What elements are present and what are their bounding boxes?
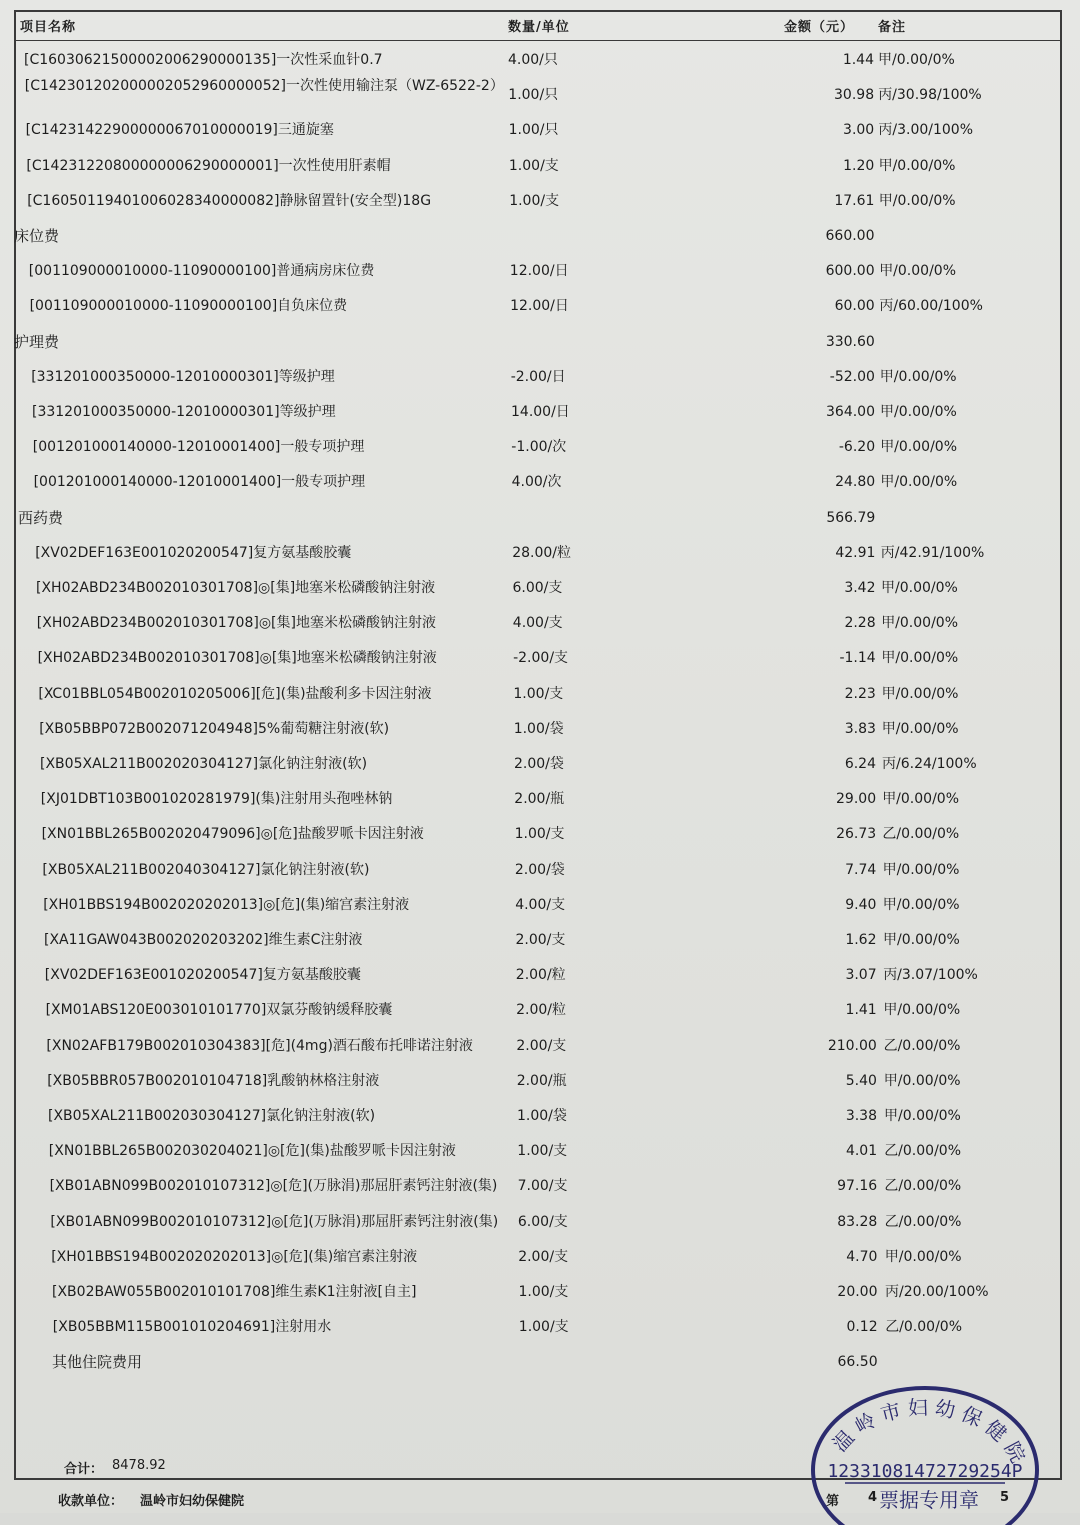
table-row	[0, 468, 1080, 498]
item-note: 丙/3.00/100%	[878, 122, 974, 139]
item-name: [XC01BBL054B002010205006][危](集)盐酸利多卡因注射液	[38, 685, 432, 702]
table-row	[0, 891, 1080, 921]
item-note: 乙/0.00/0%	[882, 826, 960, 843]
table-row	[0, 820, 1080, 850]
item-amount: 4.70	[846, 1248, 878, 1265]
item-quantity: -1.00/次	[511, 439, 567, 456]
table-row	[0, 46, 1080, 76]
item-name: [XN01BBL265B002030204021]◎[危](集)盐酸罗哌卡因注射液	[48, 1143, 456, 1160]
item-quantity: 7.00/支	[517, 1178, 568, 1195]
item-note: 乙/0.00/0%	[884, 1213, 962, 1230]
item-quantity: 6.00/支	[517, 1213, 568, 1230]
item-amount: 24.80	[835, 474, 876, 491]
item-name: [XM01ABS120E003010101770]双氯芬酸钠缓释胶囊	[45, 1002, 393, 1019]
total-label: 合计：	[64, 1462, 104, 1477]
item-note: 乙/0.00/0%	[885, 1319, 963, 1336]
item-note: 甲/0.00/0%	[881, 720, 959, 737]
item-note: 甲/0.00/0%	[881, 650, 959, 667]
table-row	[0, 187, 1080, 217]
item-name: [XA11GAW043B002020203202]维生素C注射液	[44, 932, 363, 948]
item-name: [XN02AFB179B002010304383][危](4mg)酒石酸布托啡诺注射液	[46, 1037, 473, 1054]
table-row	[0, 152, 1080, 182]
item-name: [XB02BAW055B002010101708]维生素K1注射液[自主]	[52, 1284, 417, 1300]
item-name: [XB05BBP072B002071204948]5%葡萄糖注射液(软)	[39, 720, 390, 737]
item-quantity: 2.00/支	[518, 1248, 569, 1265]
item-quantity: 1.00/只	[508, 122, 559, 139]
item-amount: 1.62	[845, 932, 877, 948]
table-row	[0, 363, 1080, 393]
item-note: 甲/0.00/0%	[880, 439, 958, 456]
item-amount: 600.00	[825, 263, 875, 280]
item-quantity: 2.00/瓶	[514, 791, 565, 808]
item-note: 甲/0.00/0%	[881, 580, 958, 596]
item-note: 甲/0.00/0%	[879, 368, 957, 385]
item-quantity: 4.00/只	[508, 52, 558, 68]
table-row	[0, 785, 1080, 815]
item-quantity: 1.00/支	[518, 1284, 569, 1300]
item-quantity: 1.00/只	[508, 87, 559, 104]
table-row	[0, 1172, 1080, 1202]
item-amount: 97.16	[837, 1178, 878, 1195]
item-name: [XB05XAL211B002020304127]氯化钠注射液(软)	[40, 756, 368, 772]
item-quantity: 1.00/袋	[517, 1108, 567, 1124]
svg-text:温岭市妇幼保健院: 温岭市妇幼保健院	[827, 1395, 1034, 1472]
item-quantity: 1.00/支	[508, 157, 559, 174]
item-amount: -52.00	[829, 368, 875, 385]
item-note: 甲/0.00/0%	[881, 615, 959, 632]
item-amount: 9.40	[845, 896, 877, 913]
item-quantity: 12.00/日	[509, 263, 569, 280]
item-note: 甲/0.00/0%	[881, 685, 959, 702]
item-name: [XH02ABD234B002010301708]◎[集]地塞米松磷酸钠注射液	[36, 580, 436, 596]
item-note: 甲/0.00/0%	[878, 52, 955, 68]
item-name: [XB05XAL211B002030304127]氯化钠注射液(软)	[48, 1108, 376, 1124]
item-quantity: 1.00/支	[517, 1143, 568, 1160]
table-row	[0, 539, 1080, 569]
item-note: 甲/0.00/0%	[880, 474, 958, 491]
item-name: [XH01BBS194B002020202013]◎[危](集)缩宫素注射液	[43, 896, 410, 913]
item-quantity: 1.00/支	[513, 685, 564, 702]
item-name: [XH01BBS194B002020202013]◎[危](集)缩宫素注射液	[51, 1248, 418, 1265]
category-subtotal: 330.60	[825, 333, 875, 350]
item-amount: 2.28	[844, 615, 876, 632]
item-amount: 30.98	[834, 87, 875, 104]
item-note: 乙/0.00/0%	[883, 1037, 961, 1054]
item-name: [C14231220800000006290000001]一次性使用肝素帽	[26, 157, 391, 174]
item-note: 丙/30.98/100%	[878, 87, 982, 104]
item-amount: 3.83	[844, 720, 876, 737]
item-note: 甲/0.00/0%	[883, 1072, 961, 1089]
item-note: 乙/0.00/0%	[884, 1178, 962, 1195]
item-note: 甲/0.00/0%	[880, 404, 957, 420]
category-subtotal: 66.50	[837, 1354, 878, 1371]
item-name: [331201000350000-12010000301]等级护理	[31, 368, 335, 385]
item-note: 甲/0.00/0%	[883, 932, 960, 948]
header-note: 备注	[878, 20, 907, 35]
item-name: [001109000010000-11090000100]普通病房床位费	[28, 263, 375, 280]
item-amount: 364.00	[826, 404, 875, 420]
item-note: 丙/20.00/100%	[885, 1284, 989, 1300]
category-row	[0, 504, 1080, 534]
item-quantity: 1.00/支	[509, 192, 560, 209]
item-name: [XH02ABD234B002010301708]◎[集]地塞米松磷酸钠注射液	[36, 615, 436, 632]
header-quantity-unit: 数量/单位	[508, 20, 570, 35]
item-amount: 1.20	[843, 157, 875, 174]
item-quantity: 2.00/粒	[515, 967, 566, 984]
item-note: 乙/0.00/0%	[884, 1143, 962, 1160]
table-row	[0, 1102, 1080, 1132]
item-name: [XV02DEF163E001020200547]复方氨基酸胶囊	[44, 967, 361, 984]
category-row	[0, 1348, 1080, 1378]
header-amount: 金额（元）	[784, 20, 855, 35]
item-note: 丙/42.91/100%	[880, 544, 985, 561]
item-amount: 3.07	[845, 967, 877, 984]
item-amount: -1.14	[839, 650, 876, 667]
item-name: [XN01BBL265B002020479096]◎[危]盐酸罗哌卡因注射液	[41, 826, 424, 843]
item-name: [XB05BBM115B001010204691]注射用水	[52, 1319, 332, 1336]
item-note: 甲/0.00/0%	[879, 263, 957, 280]
item-amount: 7.74	[845, 861, 877, 878]
table-row	[0, 750, 1080, 780]
item-amount: 42.91	[835, 544, 876, 561]
item-quantity: 1.00/袋	[513, 720, 564, 737]
item-note: 甲/0.00/0%	[882, 791, 960, 808]
item-name: [XB05BBR057B002010104718]乳酸钠林格注射液	[47, 1072, 380, 1089]
table-row	[0, 78, 1080, 111]
svg-text:票据专用章: 票据专用章	[879, 1488, 979, 1512]
item-note: 甲/0.00/0%	[878, 192, 956, 209]
table-row	[0, 961, 1080, 991]
item-quantity: 2.00/支	[516, 1037, 567, 1054]
item-quantity: 1.00/支	[514, 826, 565, 843]
category-row	[0, 328, 1080, 358]
item-amount: 17.61	[834, 192, 875, 209]
item-quantity: 2.00/支	[515, 932, 566, 948]
item-quantity: 4.00/次	[511, 474, 562, 491]
item-note: 丙/60.00/100%	[879, 298, 983, 315]
table-row	[0, 1032, 1080, 1062]
item-amount: 6.24	[844, 756, 876, 772]
item-amount: 0.12	[846, 1319, 878, 1336]
item-name: [XV02DEF163E001020200547]复方氨基酸胶囊	[35, 544, 352, 561]
item-quantity: 6.00/支	[512, 580, 563, 596]
item-quantity: 12.00/日	[510, 298, 569, 315]
table-row	[0, 433, 1080, 463]
item-note: 丙/3.07/100%	[883, 967, 978, 984]
item-name: [XJ01DBT103B001020281979](集)注射用头孢唑林钠	[40, 791, 393, 808]
item-amount: 20.00	[837, 1284, 878, 1300]
table-row	[0, 292, 1080, 322]
table-row	[0, 715, 1080, 745]
table-row	[0, 996, 1080, 1026]
table-row	[0, 644, 1080, 674]
table-row	[0, 856, 1080, 886]
item-amount: 60.00	[834, 298, 875, 315]
item-note: 甲/0.00/0%	[884, 1108, 961, 1124]
item-amount: 2.23	[844, 685, 876, 702]
item-amount: 29.00	[836, 791, 877, 808]
payee-label: 收款单位：	[58, 1494, 124, 1509]
item-quantity: 28.00/粒	[512, 544, 571, 561]
category-name: 护理费	[14, 332, 60, 351]
page-number: 4	[868, 1490, 878, 1505]
category-subtotal: 566.79	[826, 509, 876, 526]
item-quantity: -2.00/日	[510, 368, 566, 385]
item-name: [XB01ABN099B002010107312]◎[危](万脉涓)那屈肝素钙注射液(集)	[49, 1178, 498, 1195]
item-note: 丙/6.24/100%	[882, 756, 977, 772]
table-row	[0, 1243, 1080, 1273]
item-name: [XB01ABN099B002010107312]◎[危](万脉涓)那屈肝素钙注射液(集)	[50, 1213, 499, 1230]
item-note: 甲/0.00/0%	[884, 1248, 962, 1265]
table-row	[0, 257, 1080, 287]
payee-name: 温岭市妇幼保健院	[140, 1494, 245, 1509]
item-name: [XB05XAL211B002040304127]氯化钠注射液(软)	[42, 861, 370, 878]
item-name: [C16050119401006028340000082]静脉留置针(安全型)18G	[27, 192, 432, 209]
item-quantity: 2.00/粒	[516, 1002, 566, 1019]
item-name: [XH02ABD234B002010301708]◎[集]地塞米松磷酸钠注射液	[37, 650, 437, 667]
header-item-name: 项目名称	[20, 20, 77, 35]
item-quantity: -2.00/支	[513, 650, 569, 667]
item-note: 甲/0.00/0%	[882, 896, 960, 913]
item-quantity: 2.00/袋	[514, 756, 564, 772]
category-row	[0, 222, 1080, 252]
item-quantity: 4.00/支	[512, 615, 563, 632]
table-row	[0, 1278, 1080, 1308]
item-amount: 3.42	[844, 580, 876, 596]
item-name: [C14231422900000067010000019]三通旋塞	[25, 122, 334, 139]
item-quantity: 2.00/袋	[514, 861, 565, 878]
table-row	[0, 609, 1080, 639]
header-divider	[14, 40, 1062, 41]
item-quantity: 1.00/支	[518, 1319, 569, 1336]
item-name: [C16030621500002006290000135]一次性采血针0.7	[24, 52, 383, 68]
table-row	[0, 1313, 1080, 1343]
item-amount: 5.40	[845, 1072, 877, 1089]
item-note: 甲/0.00/0%	[878, 157, 956, 174]
item-name: [C14230120200000205296000005​2]一次性使用输注泵（WZ-6522-2）	[24, 78, 504, 95]
total-value: 8478.92	[112, 1458, 166, 1473]
item-amount: 3.00	[843, 122, 875, 139]
table-row	[0, 574, 1080, 604]
item-name: [001109000010000-11090000100]自负床位费	[29, 298, 348, 315]
item-note: 甲/0.00/0%	[883, 1002, 961, 1019]
item-amount: 3.38	[845, 1108, 877, 1124]
item-name: [001201000140000-12010001400]一般专项护理	[32, 439, 365, 456]
table-row	[0, 926, 1080, 956]
item-amount: 26.73	[836, 826, 877, 843]
table-row	[0, 1137, 1080, 1167]
item-amount: 210.00	[827, 1037, 877, 1054]
item-quantity: 14.00/日	[511, 404, 570, 420]
table-row	[0, 398, 1080, 428]
item-amount: 83.28	[837, 1213, 878, 1230]
table-row	[0, 1208, 1080, 1238]
item-note: 甲/0.00/0%	[882, 861, 960, 878]
page-total: 5	[1000, 1490, 1010, 1505]
official-seal-stamp	[805, 1375, 1045, 1525]
item-name: [001201000140000-12010001400]一般专项护理	[33, 474, 366, 491]
item-name: [331201000350000-12010000301]等级护理	[32, 404, 336, 420]
table-row	[0, 116, 1080, 146]
item-quantity: 2.00/瓶	[516, 1072, 567, 1089]
item-amount: 1.44	[842, 52, 874, 68]
table-row	[0, 680, 1080, 710]
category-name: 床位费	[14, 227, 60, 245]
item-amount: 1.41	[845, 1002, 877, 1019]
svg-text:12331081472729254P: 12331081472729254P	[827, 1461, 1023, 1482]
page-prefix: 第	[826, 1494, 840, 1509]
item-amount: -6.20	[838, 439, 876, 456]
item-quantity: 4.00/支	[515, 896, 566, 913]
item-amount: 4.01	[845, 1143, 878, 1160]
category-name: 西药费	[18, 508, 64, 527]
table-row	[0, 1067, 1080, 1097]
category-subtotal: 660.00	[825, 228, 875, 244]
category-name: 其他住院费用	[52, 1353, 143, 1372]
